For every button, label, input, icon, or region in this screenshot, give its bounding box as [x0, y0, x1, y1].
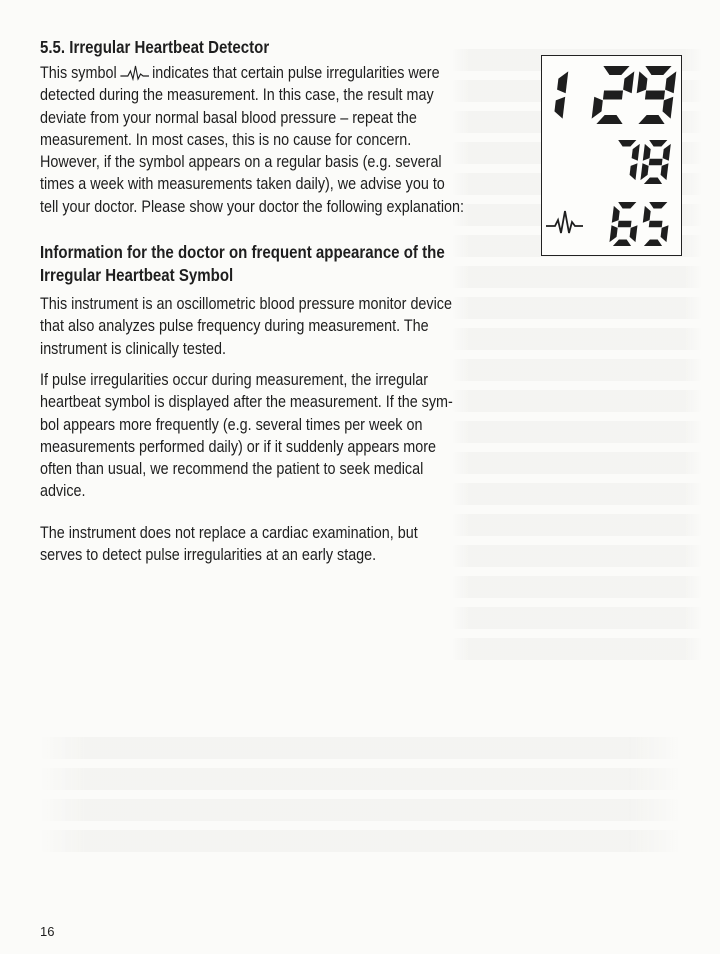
lcd-segment-e: [592, 97, 603, 119]
para2-line-6: advice.: [40, 481, 86, 501]
lcd-segment-e: [609, 225, 617, 242]
lcd-segment-g: [603, 91, 623, 100]
doctor-heading-line-1: Information for the doctor on frequent appearance of the: [40, 242, 445, 262]
intro-line-7: tell your doctor. Please show your doctor the following explanation:: [40, 196, 465, 216]
doctor-paragraph-2: [40, 369, 513, 503]
lcd-digit-1: [554, 71, 568, 118]
intro-line-1: [40, 62, 513, 84]
doctor-heading-line-2: Irregular Heartbeat Symbol: [40, 265, 234, 285]
lcd-segment-c: [630, 225, 638, 242]
para2-line-3: bol appears more frequently (e.g. several times per week on: [40, 414, 423, 434]
lcd-segment-f: [643, 144, 651, 161]
para2-line-5: often than usual, we recommend the patient to seek medical: [40, 459, 424, 479]
lcd-digit-8: [640, 140, 670, 184]
para1-line-1: This instrument is an oscillometric blood pressure monitor device: [40, 294, 452, 313]
intro-prefix: This symbol: [40, 63, 117, 82]
lcd-segment-b: [665, 71, 676, 93]
lcd-digit-7: [618, 140, 640, 180]
diastolic-digits: [618, 140, 671, 184]
bleed-through-bottom: [40, 728, 680, 878]
doctor-paragraph-3: [40, 522, 463, 567]
intro-line-3: deviate from your normal basal blood pressure – repeat the: [40, 107, 417, 127]
intro-line-1-text: indicates that certain pulse irregularities were: [152, 63, 440, 82]
lcd-segment-d: [638, 115, 664, 124]
lcd-segment-a: [603, 66, 629, 75]
lcd-segment-c: [661, 225, 669, 242]
lcd-segment-g: [649, 159, 663, 166]
intro-line-2: detected during the measurement. In this case, the result may: [40, 85, 434, 105]
pulse-digits: [609, 202, 668, 246]
intro-line-5: However, if the symbol appears on a regular basis (e.g. several: [40, 152, 442, 172]
lcd-digit-5: [643, 202, 669, 246]
para3-line-2: serves to detect pulse irregularities at an early stage.: [40, 545, 377, 565]
lcd-segment-f: [637, 71, 648, 93]
lcd-segment-f: [612, 206, 620, 223]
para2-line-4: measurements performed daily) or if it suddenly appears more: [40, 436, 437, 456]
intro-line-4: measurement. In most cases, this is no cause for concern.: [40, 129, 412, 149]
lcd-segment-c: [630, 163, 638, 180]
lcd-digit-9: [637, 66, 677, 124]
para1-line-3: instrument is clinically tested.: [40, 338, 227, 358]
doctor-info-heading: [40, 241, 522, 287]
lcd-segment-d: [596, 115, 622, 124]
lcd-segment-a: [645, 66, 671, 75]
para2-line-2: heartbeat symbol is displayed after the measurement. If the sym-: [40, 392, 453, 412]
lcd-digit-2: [592, 66, 635, 124]
lcd-segment-g: [645, 91, 665, 100]
intro-paragraph: [40, 62, 513, 218]
lcd-segment-f: [643, 206, 651, 223]
para3-line-1: The instrument does not replace a cardiac examination, but: [40, 523, 418, 542]
lcd-segment-g: [649, 221, 663, 228]
lcd-segment-b: [632, 144, 640, 161]
lcd-segment-c: [663, 97, 674, 119]
lcd-segment-c: [554, 97, 565, 119]
section-title: 5.5. Irregular Heartbeat Detector: [40, 37, 270, 57]
lcd-display: [541, 55, 682, 256]
lcd-segment-a: [649, 202, 667, 209]
lcd-ecg-irregular-icon: [546, 211, 583, 233]
lcd-segment-c: [661, 163, 669, 180]
lcd-segment-g: [618, 221, 632, 228]
lcd-segment-a: [649, 140, 667, 147]
doctor-paragraph-1: [40, 293, 513, 360]
systolic-digits: [554, 66, 676, 124]
lcd-segment-e: [640, 163, 648, 180]
lcd-segment-b: [557, 71, 568, 93]
lcd-segment-a: [618, 140, 636, 147]
lcd-segment-d: [644, 178, 662, 185]
lcd-segment-b: [623, 71, 634, 93]
para1-line-2: that also analyzes pulse frequency during measurement. The: [40, 316, 429, 336]
lcd-svg: [542, 56, 683, 257]
lcd-segment-b: [663, 144, 671, 161]
lcd-segment-d: [613, 240, 631, 247]
lcd-segment-a: [618, 202, 636, 209]
lcd-segment-d: [644, 240, 662, 247]
para2-line-1: If pulse irregularities occur during measurement, the irregular: [40, 370, 429, 389]
page-number: 16: [40, 924, 55, 939]
ecg-irregular-icon: [120, 65, 149, 81]
lcd-digit-6: [609, 202, 637, 246]
intro-line-6: times a week with measurements taken daily), we advise you to: [40, 174, 445, 194]
